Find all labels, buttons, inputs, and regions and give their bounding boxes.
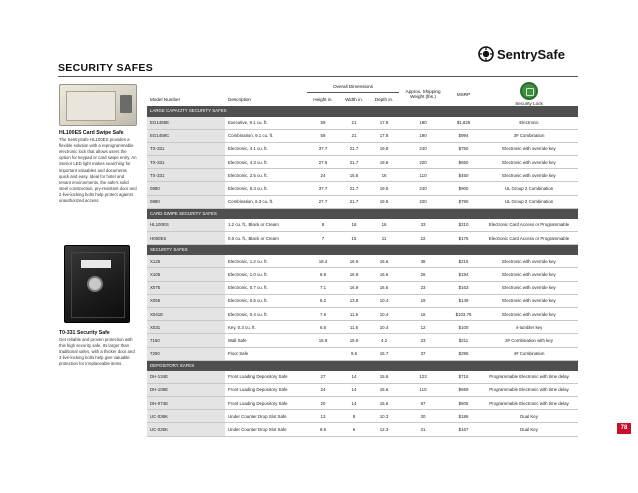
table-row [147, 294, 578, 307]
cell-model: DH-134E [147, 370, 225, 383]
specs-table-wrap [147, 82, 578, 437]
product-description-card-swipe [59, 130, 137, 204]
section-header-row [147, 106, 578, 116]
cell-lock: Dual Key [480, 423, 578, 436]
header-weight: Approx. Shipping Weight (lbs.) [399, 82, 447, 106]
table-row [147, 169, 578, 182]
cell-height: 6.6 [307, 321, 339, 334]
cell-description: Combination, 9.1 cu. ft. [225, 129, 307, 142]
cell-height: 37.7 [307, 182, 339, 195]
cell-msrp: $659 [447, 383, 480, 396]
table-row [147, 129, 578, 142]
cell-height: 7.6 [307, 307, 339, 320]
cell-height: 27.6 [307, 156, 339, 169]
table-row [147, 307, 578, 320]
cell-lock: Programmable Electronic with time delay [480, 383, 578, 396]
cell-model: 0880 [147, 195, 225, 208]
cell-model: X075 [147, 281, 225, 294]
table-row [147, 383, 578, 396]
cell-description: Electronic, 4.3 cu. ft. [225, 156, 307, 169]
specs-table [147, 82, 578, 437]
cell-description: Combination, 6.3 cu. ft. [225, 195, 307, 208]
cell-msrp: $100 [447, 321, 480, 334]
cell-width: 11.6 [339, 307, 369, 320]
cell-depth: 10.4 [369, 307, 399, 320]
cell-description: Front Loading Depository Safe [225, 370, 307, 383]
cell-weight: 110 [399, 383, 447, 396]
table-row [147, 195, 578, 208]
section-header-row [147, 245, 578, 255]
cell-msrp: $175 [447, 232, 480, 245]
cell-depth: 16 [369, 218, 399, 231]
cell-msrp: $790 [447, 195, 480, 208]
cell-description: 1.2 cu. ft., Black or Cream [225, 218, 307, 231]
cell-width: 11.6 [339, 321, 369, 334]
cell-height: 59 [307, 129, 339, 142]
cell-msrp: $994 [447, 129, 480, 142]
cell-height: 15.9 [307, 334, 339, 347]
section-title: SECURITY SAFES [147, 245, 578, 255]
cell-width: 15.6 [339, 169, 369, 182]
cell-lock: 4-tumbler key [480, 321, 578, 334]
cell-model: 0880 [147, 182, 225, 195]
table-row [147, 334, 578, 347]
cell-weight: 220 [399, 195, 447, 208]
cell-msrp: $450 [447, 169, 480, 182]
cell-weight: 33 [399, 218, 447, 231]
table-row [147, 116, 578, 129]
cell-msrp: $295 [447, 347, 480, 360]
cell-model: X105 [147, 268, 225, 281]
header-lock-label: Security Lock [515, 101, 543, 106]
cell-lock: Electronic with override key [480, 294, 578, 307]
cell-model: X055 [147, 294, 225, 307]
cell-width: 14 [339, 383, 369, 396]
table-row [147, 182, 578, 195]
cell-width: 21.7 [339, 182, 369, 195]
brand-logo [478, 46, 565, 62]
safe-keypad [120, 95, 132, 113]
cell-model: X031 [147, 321, 225, 334]
cell-height: 8.2 [307, 294, 339, 307]
cell-model: 7250 [147, 347, 225, 360]
cell-weight: 16 [399, 307, 447, 320]
cell-width: 21.7 [339, 195, 369, 208]
cell-model: UC-039K [147, 410, 225, 423]
cell-height: 9 [307, 218, 339, 231]
cell-width: 13.8 [339, 294, 369, 307]
table-row [147, 232, 578, 245]
cell-weight: 190 [399, 129, 447, 142]
table-row [147, 370, 578, 383]
cell-description: Electronic, 6.3 cu. ft. [225, 182, 307, 195]
table-row [147, 423, 578, 436]
cell-lock: Electronic with override key [480, 169, 578, 182]
product-text: The SentrySafe HL100ES provides a flexible solution with a reprogrammable electronic lock that allows users the option for keypad or card swipe entry. An interior LED light makes searching for important valuables and documents quick and easy. Ideal for hotel and tenant environments, the safe's solid steel construction, pry-resistant door and 2 live-locking bolts help protect against unauthorized access. [59, 137, 137, 204]
cell-description: Electronic, 1.0 cu. ft. [225, 268, 307, 281]
table-row [147, 156, 578, 169]
product-image-security-safe [64, 245, 130, 323]
cell-msrp: $163 [447, 281, 480, 294]
cell-width: 21.7 [339, 142, 369, 155]
cell-depth: 19.5 [369, 195, 399, 208]
product-image-card-swipe-safe [59, 84, 137, 126]
cell-width: 21 [339, 116, 369, 129]
section-title: CARD SWIPE SECURITY SAFES [147, 208, 578, 218]
cell-msrp: $186 [447, 410, 480, 423]
cell-model: UC-025K [147, 423, 225, 436]
cell-lock: Electronic with override key [480, 156, 578, 169]
cell-description: Electronic, 1.2 cu. ft. [225, 255, 307, 268]
table-row [147, 347, 578, 360]
cell-width: 14 [339, 370, 369, 383]
cell-model: X041E [147, 307, 225, 320]
cell-height: 18.4 [307, 255, 339, 268]
cell-depth: 16.6 [369, 281, 399, 294]
product-text: Get reliable and proven protection with this high security safe. Its larger than traditional safes, with a thicker door and 3 live-locking bolts help give valuable protection for irreplaceable items. [59, 337, 135, 367]
cell-msrp: $1,825 [447, 116, 480, 129]
cell-msrp: $149 [447, 294, 480, 307]
section-title: DEPOSITORY SAFES [147, 360, 578, 370]
cell-msrp: $210 [447, 218, 480, 231]
header-overall-dimensions: Overall Dimensions [307, 82, 399, 92]
section-header-row [147, 360, 578, 370]
cell-model: DH-074E [147, 397, 225, 410]
section-title: LARGE CAPACITY SECURITY SAFES [147, 106, 578, 116]
cell-lock: Electronic with override key [480, 255, 578, 268]
cell-height [307, 347, 339, 360]
cell-weight: 240 [399, 182, 447, 195]
cell-msrp: $605 [447, 397, 480, 410]
cell-lock: 4# Combination [480, 347, 578, 360]
cell-description: Electronic, 2.5 cu. ft. [225, 169, 307, 182]
cell-lock: Electronic with override key [480, 268, 578, 281]
cell-description: Electronic, 0.4 cu. ft. [225, 307, 307, 320]
cell-width: 21.7 [339, 156, 369, 169]
cell-model: EG1459E [147, 116, 225, 129]
cell-lock: Programmable Electronic with time delay [480, 397, 578, 410]
cell-width: 9.6 [339, 347, 369, 360]
cell-depth: 12.3 [369, 423, 399, 436]
cell-depth: 16.6 [369, 268, 399, 281]
cell-description: Front Loading Depository Safe [225, 397, 307, 410]
lock-icon [520, 82, 538, 100]
cell-height: 27 [307, 370, 339, 383]
cell-description: Under Counter Drop Slot Safe [225, 423, 307, 436]
cell-msrp: $650 [447, 156, 480, 169]
cell-model: X125 [147, 255, 225, 268]
cell-width: 21 [339, 129, 369, 142]
cell-weight: 21 [399, 423, 447, 436]
cell-msrp: $716 [447, 370, 480, 383]
product-description-security-safe [59, 330, 137, 368]
cell-weight: 19 [399, 294, 447, 307]
cell-lock: Dual Key [480, 410, 578, 423]
cell-height: 13 [307, 410, 339, 423]
header-height: Height in. [307, 92, 339, 106]
page-number: 78 [617, 423, 631, 434]
cell-depth: 19.5 [369, 182, 399, 195]
cell-height: 27.7 [307, 195, 339, 208]
cell-weight: 12 [399, 321, 447, 334]
cell-msrp: $750 [447, 142, 480, 155]
cell-description: Electronic, 0.7 cu. ft. [225, 281, 307, 294]
cell-model: DH-109E [147, 383, 225, 396]
cell-width: 18 [339, 218, 369, 231]
cell-description: Key, 0.3 cu. ft. [225, 321, 307, 334]
cell-description: Floor Safe [225, 347, 307, 360]
cell-model: H060ES [147, 232, 225, 245]
header-msrp: MSRP [447, 82, 480, 106]
cell-weight: 123 [399, 370, 447, 383]
cell-weight: 38 [399, 255, 447, 268]
header-depth: Depth in. [369, 92, 399, 106]
cell-description: Wall Safe [225, 334, 307, 347]
cell-height: 20 [307, 397, 339, 410]
cell-height: 8.9 [307, 268, 339, 281]
cell-depth: 16.6 [369, 255, 399, 268]
page-title: SECURITY SAFES [58, 62, 154, 74]
cell-depth: 17.8 [369, 129, 399, 142]
cell-width: 15 [339, 232, 369, 245]
cell-description: 0.6 cu. ft., Black or Cream [225, 232, 307, 245]
cell-weight: 110 [399, 169, 447, 182]
cell-height: 59 [307, 116, 339, 129]
table-row [147, 281, 578, 294]
cell-description: Electronic, 0.5 cu. ft. [225, 294, 307, 307]
cell-lock: UL Group 2 Combination [480, 195, 578, 208]
cell-width: 16.9 [339, 255, 369, 268]
cell-width: 16.9 [339, 281, 369, 294]
safe-badge [81, 260, 111, 268]
cell-height: 7.1 [307, 281, 339, 294]
cell-height: 37.7 [307, 142, 339, 155]
cell-height: 8.5 [307, 423, 339, 436]
cell-weight: 22 [399, 232, 447, 245]
header-model: Model Number [147, 92, 225, 106]
cell-weight: 26 [399, 268, 447, 281]
cell-lock: 3# Combination with key [480, 334, 578, 347]
cell-width: 16.9 [339, 268, 369, 281]
cell-msrp: $900 [447, 182, 480, 195]
cell-weight: 190 [399, 116, 447, 129]
cell-msrp: $211 [447, 334, 480, 347]
cell-weight: 220 [399, 156, 447, 169]
cell-msrp: $215 [447, 255, 480, 268]
table-row [147, 218, 578, 231]
cell-weight: 23 [399, 334, 447, 347]
safe-door [66, 91, 116, 121]
cell-depth: 15.7 [369, 347, 399, 360]
cell-model: TX-331 [147, 142, 225, 155]
section-header-row [147, 208, 578, 218]
cell-depth: 15.6 [369, 397, 399, 410]
cell-msrp: $103.75 [447, 307, 480, 320]
cell-lock: Electronic [480, 116, 578, 129]
cell-weight: 240 [399, 142, 447, 155]
cell-depth: 10.3 [369, 410, 399, 423]
cell-lock: 3# Combination [480, 129, 578, 142]
cell-description: Executive, 9.1 cu. ft. [225, 116, 307, 129]
cell-depth: 10.4 [369, 321, 399, 334]
title-divider [58, 76, 578, 77]
cell-width: 8 [339, 410, 369, 423]
header-spacer [147, 82, 307, 92]
sentrysafe-logo-icon [478, 46, 494, 62]
cell-lock: UL Group 2 Combination [480, 182, 578, 195]
table-row [147, 410, 578, 423]
cell-depth: 19.8 [369, 156, 399, 169]
cell-model: EG1459C [147, 129, 225, 142]
cell-model: TX-331 [147, 156, 225, 169]
header-width: Width in. [339, 92, 369, 106]
table-row [147, 142, 578, 155]
header-description: Description [225, 92, 307, 106]
cell-model: 7150 [147, 334, 225, 347]
cell-description: Front Loading Depository Safe [225, 383, 307, 396]
table-row [147, 255, 578, 268]
cell-lock: Electronic Card Access or Programmable [480, 232, 578, 245]
cell-depth: 19.8 [369, 142, 399, 155]
cell-weight: 37 [399, 347, 447, 360]
cell-description: Under Counter Drop Slot Safe [225, 410, 307, 423]
cell-depth: 15.6 [369, 383, 399, 396]
header-lock [480, 82, 578, 106]
cell-depth: 16 [369, 169, 399, 182]
cell-depth: 15.6 [369, 370, 399, 383]
cell-height: 24 [307, 383, 339, 396]
cell-weight: 97 [399, 397, 447, 410]
cell-lock: Electronic with override key [480, 307, 578, 320]
brand-name: SentrySafe [497, 46, 565, 62]
cell-msrp: $194 [447, 268, 480, 281]
table-row [147, 397, 578, 410]
cell-lock: Programmable Electronic with time delay [480, 370, 578, 383]
cell-lock: Electronic with override key [480, 281, 578, 294]
specs-table-body [147, 106, 578, 436]
safe-dial [87, 276, 103, 292]
product-name: HL100ES Card Swipe Safe [59, 130, 124, 136]
cell-model: HL100ES [147, 218, 225, 231]
cell-description: Electronic, 4.1 cu. ft. [225, 142, 307, 155]
product-name: T0-331 Security Safe [59, 330, 110, 336]
cell-lock: Electronic with override key [480, 142, 578, 155]
cell-width: 6 [339, 423, 369, 436]
cell-weight: 30 [399, 410, 447, 423]
cell-depth: 17.8 [369, 116, 399, 129]
cell-depth: 11 [369, 232, 399, 245]
cell-width: 14 [339, 397, 369, 410]
table-row [147, 268, 578, 281]
table-row [147, 321, 578, 334]
cell-height: 24 [307, 169, 339, 182]
cell-model: TX-331 [147, 169, 225, 182]
cell-msrp: $167 [447, 423, 480, 436]
cell-depth: 10.4 [369, 294, 399, 307]
cell-depth: 4.2 [369, 334, 399, 347]
cell-lock: Electronic Card Access or Programmable [480, 218, 578, 231]
cell-width: 15.9 [339, 334, 369, 347]
cell-weight: 23 [399, 281, 447, 294]
cell-height: 7 [307, 232, 339, 245]
